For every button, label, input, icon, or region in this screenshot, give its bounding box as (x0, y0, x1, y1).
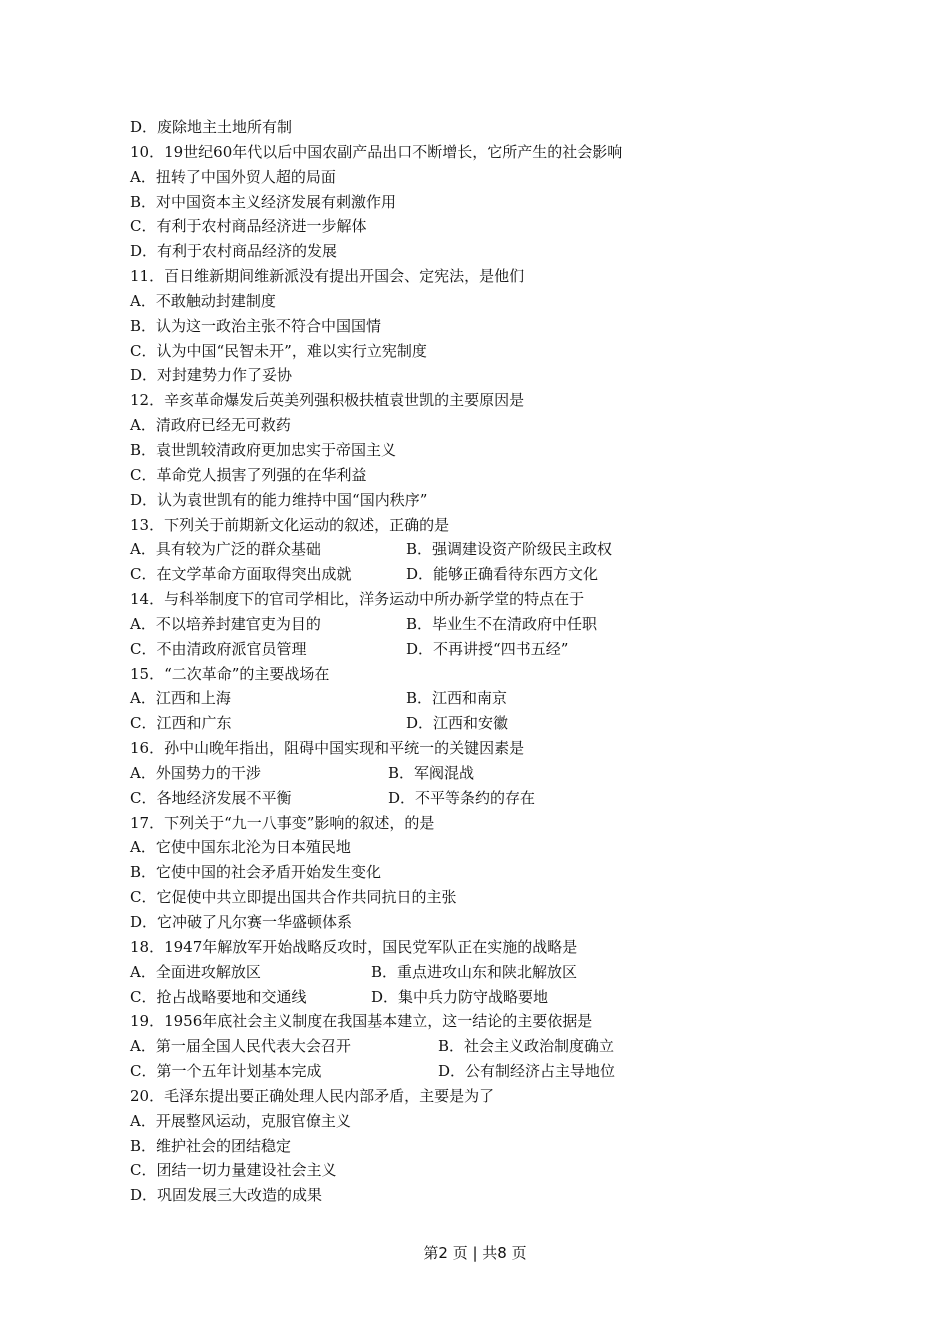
option-text: D．不再讲授“四书五经” (406, 639, 569, 658)
option-text: D．废除地主土地所有制 (130, 118, 293, 136)
option-text: A．全面进攻解放区 (130, 962, 261, 981)
option-text: B．认为这一政治主张不符合中国国情 (130, 316, 382, 335)
option-text: B．军阀混战 (388, 763, 475, 782)
answer-option-row (130, 214, 830, 239)
option-text: A．不敢触动封建制度 (130, 291, 276, 310)
option-text: D．认为袁世凯有的能力维持中国“国内秩序” (130, 490, 428, 509)
option-text: C．各地经济发展不平衡 (130, 788, 292, 807)
answer-option-row (130, 761, 830, 786)
question-stem (130, 935, 830, 960)
option-text: A．开展整风运动，克服官僚主义 (130, 1111, 351, 1130)
question-stem (130, 736, 830, 761)
answer-option-row (130, 960, 830, 985)
answer-option-row (130, 637, 830, 662)
answer-option-row (130, 1134, 830, 1159)
option-text: B．毕业生不在清政府中任职 (406, 614, 598, 633)
answer-option-row (130, 1109, 830, 1134)
answer-option-row (130, 885, 830, 910)
option-text: C．在文学革命方面取得突出成就 (130, 565, 352, 584)
option-text: B．强调建设资产阶级民主政权 (406, 540, 613, 559)
option-text: D．江西和安徽 (406, 714, 509, 733)
question-text: 20．毛泽东提出要正确处理人民内部矛盾，主要是为了 (130, 1086, 495, 1105)
answer-option-row (130, 1183, 830, 1208)
option-text: C．革命党人损害了列强的在华利益 (130, 465, 367, 484)
option-text: C．第一个五年计划基本完成 (130, 1062, 322, 1081)
option-text: B．社会主义政治制度确立 (438, 1037, 615, 1056)
question-stem (130, 1084, 830, 1109)
answer-option-row (130, 985, 830, 1010)
option-text: D．能够正确看待东西方文化 (406, 565, 599, 584)
option-text: A．它使中国东北沦为日本殖民地 (130, 838, 351, 857)
option-text: B．维护社会的团结稳定 (130, 1136, 292, 1155)
option-text: B．袁世凯较清政府更加忠实于帝国主义 (130, 440, 397, 459)
answer-option-row (130, 562, 830, 587)
question-stem (130, 513, 830, 538)
answer-option-row (130, 1158, 830, 1183)
option-text: C．团结一切力量建设社会主义 (130, 1161, 337, 1180)
answer-option-row (130, 786, 830, 811)
answer-option-row (130, 910, 830, 935)
question-stem (130, 264, 830, 289)
option-text: B．重点进攻山东和陕北解放区 (371, 962, 578, 981)
option-text: A．扭转了中国外贸人超的局面 (130, 167, 336, 186)
option-text: C．江西和广东 (130, 714, 232, 733)
answer-option-row (130, 860, 830, 885)
option-text: A．清政府已经无可救药 (130, 416, 291, 435)
answer-option-row (130, 363, 830, 388)
option-text: D．集中兵力防守战略要地 (371, 987, 549, 1006)
question-text: 15．“二次革命”的主要战场在 (130, 664, 330, 683)
answer-option-row (130, 438, 830, 463)
option-text: A．具有较为广泛的群众基础 (130, 540, 321, 559)
question-text: 17．下列关于“九一八事变”影响的叙述，的是 (130, 813, 435, 832)
question-text: 16．孙中山晚年指出，阻碍中国实现和平统一的关键因素是 (130, 739, 525, 758)
answer-option-row (130, 289, 830, 314)
option-text: D．公有制经济占主导地位 (438, 1062, 616, 1081)
answer-option-row (130, 239, 830, 264)
option-text: D．有利于农村商品经济的发展 (130, 242, 338, 261)
answer-option-row (130, 165, 830, 190)
question-text: 19．1956年底社会主义制度在我国基本建立，这一结论的主要依据是 (130, 1012, 593, 1031)
question-stem (130, 587, 830, 612)
answer-option-row (130, 1034, 830, 1059)
question-list (130, 115, 830, 1208)
question-stem (130, 662, 830, 687)
answer-option-row (130, 537, 830, 562)
option-text: D．对封建势力作了妥协 (130, 366, 293, 385)
page-footer: 第2 页 | 共8 页 (423, 1244, 527, 1262)
answer-option-row (130, 1059, 830, 1084)
option-text: B．它使中国的社会矛盾开始发生变化 (130, 863, 382, 882)
option-text: D．不平等条约的存在 (388, 788, 536, 807)
question-stem (130, 388, 830, 413)
answer-option-row (130, 115, 830, 140)
answer-option-row (130, 314, 830, 339)
answer-option-row (130, 488, 830, 513)
question-text: 10．19世纪60年代以后中国农副产品出口不断增长，它所产生的社会影响 (130, 142, 623, 161)
answer-option-row (130, 686, 830, 711)
option-text: A．外国势力的干涉 (130, 763, 261, 782)
option-text: D．它冲破了凡尔赛一华盛顿体系 (130, 913, 353, 931)
answer-option-row (130, 413, 830, 438)
option-text: C．认为中国“民智未开”，难以实行立宪制度 (130, 341, 427, 360)
option-text: B．江西和南京 (406, 689, 508, 708)
option-text: C．它促使中共立即提出国共合作共同抗日的主张 (130, 888, 457, 907)
option-text: C．有利于农村商品经济进一步解体 (130, 217, 367, 236)
question-text: 18．1947年解放军开始战略反攻时，国民党军队正在实施的战略是 (130, 937, 578, 956)
option-text: A．江西和上海 (130, 689, 231, 708)
option-text: B．对中国资本主义经济发展有刺激作用 (130, 192, 397, 211)
option-text: C．不由清政府派官员管理 (130, 639, 307, 658)
question-text: 14．与科举制度下的官司学相比，洋务运动中所办新学堂的特点在于 (130, 590, 585, 609)
question-stem (130, 811, 830, 836)
question-stem (130, 140, 830, 165)
option-text: A．第一届全国人民代表大会召开 (130, 1037, 351, 1056)
answer-option-row (130, 463, 830, 488)
option-text: D．巩固发展三大改造的成果 (130, 1186, 323, 1205)
answer-option-row (130, 339, 830, 364)
answer-option-row (130, 711, 830, 736)
question-text: 11．百日维新期间维新派没有提出开国会、定宪法，是他们 (130, 267, 525, 286)
question-stem (130, 1009, 830, 1034)
question-text: 12．辛亥革命爆发后英美列强积极扶植袁世凯的主要原因是 (130, 391, 525, 410)
option-text: A．不以培养封建官吏为目的 (130, 614, 321, 633)
answer-option-row (130, 835, 830, 860)
question-text: 13．下列关于前期新文化运动的叙述，正确的是 (130, 515, 450, 534)
option-text: C．抢占战略要地和交通线 (130, 987, 307, 1006)
answer-option-row (130, 612, 830, 637)
answer-option-row (130, 190, 830, 215)
